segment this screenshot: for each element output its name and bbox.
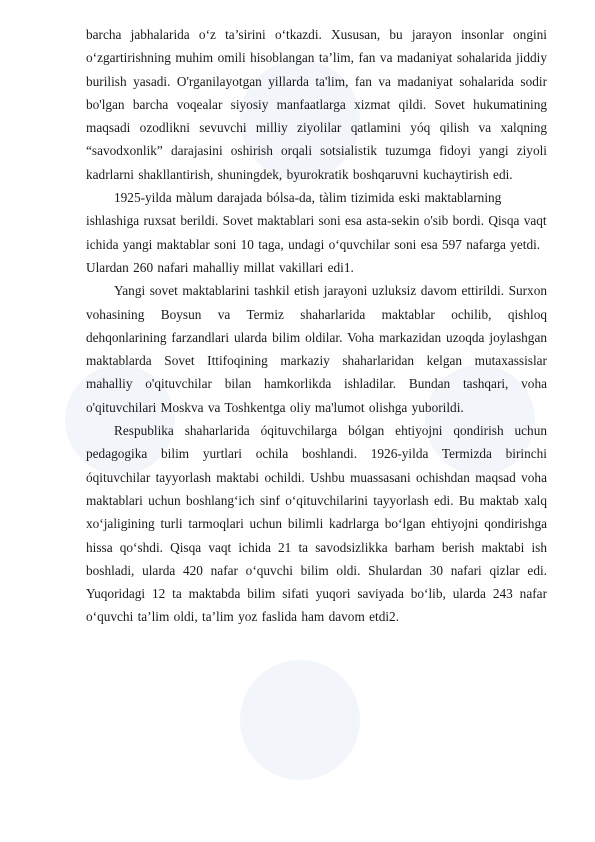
- document-page: [86, 23, 547, 629]
- paragraph-3: Yangi sovet maktablarini tashkil etish jarayoni uzluksiz davom ettirildi. Surxon vohasining Boysun va Termiz shaharlarida maktablar ochilib, qishloq dehqonlarining farzandlari ularda bilim oldilar. Voha markazidan uzoqda joylashgan maktablarda Sovet Ittifoqining markaziy shaharlaridan kelgan mutaxassislar mahalliy o'qituvchilar bilan hamkorlikda ishladilar. Bundan tashqari, voha o'qituvchilari Moskva va Toshkentga oliy ma'lumot olishga yuborildi.: [86, 283, 547, 415]
- paragraph-4: Respublika shaharlarida óqituvchilarga bólgan ehtiyojni qondirish uchun pedagogika bilim yurtlari ochila boshlandi. 1926-yilda Termizda birinchi óqituvchilar tayyorlash maktabi ochildi. Ushbu muassasani ochishdan maqsad voha maktablari uchun boshlang‘ich sinf o‘qituvchilarini tayyorlash edi. Bu maktab xalq xo‘jaligining turli tarmoqlari uchun bilimli kadrlarga bo‘lgan ehtiyojni qondirishga hissa qo‘shdi. Qisqa vaqt ichida 21 ta savodsizlikka barham berish maktabi ish boshladi, ularda 420 nafar o‘quvchi bilim oldi. Shulardan 30 nafari qizlar edi. Yuqoridagi 12 ta maktabda bilim sifati yuqori saviyada bo‘lib, ularda 243 nafar o‘quvchi ta’lim oldi, ta’lim yoz faslida ham davom etdi2.: [86, 423, 547, 625]
- paragraph-2: 1925-yilda màlum darajada bólsa-da, tàlim tizimida eski maktablarning ishlashiga ruxsat berildi. Sovet maktablari soni esa asta-sekin o'sib bordi. Qisqa vaqt ichida yangi maktablar soni 10 taga, undagi o‘quvchilar soni esa 597 nafarga yetdi. Ulardan 260 nafari mahalliy millat vakillari edi1.: [86, 190, 547, 275]
- paragraph-1: barcha jabhalarida o‘z ta’sirini o‘tkazdi. Xususan, bu jarayon insonlar ongini o‘zgartirishning muhim omili hisoblangan ta’lim, fan va madaniyat sohalarida jiddiy burilish yasadi. O'rganilayotgan yillarda ta'lim, fan va madaniyat sohalarida sodir bo'lgan barcha voqealar siyosiy manfaatlarga xizmat qildi. Sovet hukumatining maqsadi ozodlikni sevuvchi milliy ziyolilar qatlamini yóq qilish va xalqning “savodxonlik” darajasini oshirish orqali sotsialistik tuzumga fidoyi yangi ziyoli kadrlarni shakllantirish, shuningdek, byurokratik boshqaruvni kuchaytirish edi.: [86, 27, 547, 182]
